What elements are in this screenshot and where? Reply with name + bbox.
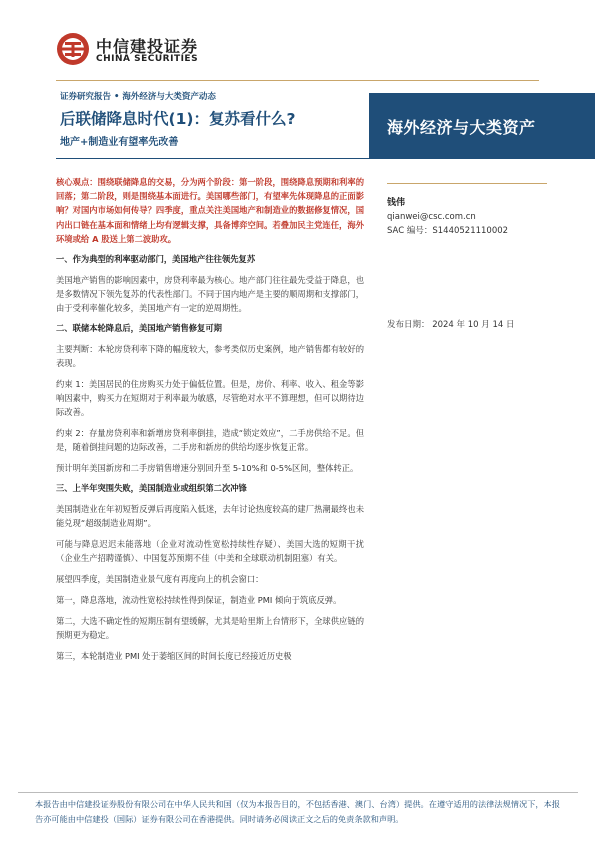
- brand-name-en: CHINA SECURITIES: [96, 54, 199, 64]
- breadcrumb: 证券研究报告 • 海外经济与大类资产动态: [60, 92, 216, 102]
- section-3-heading: 三、上半年突围失败，美国制造业或组织第二次冲锋: [56, 483, 247, 494]
- title-divider: [56, 158, 595, 159]
- paragraph: 第三，本轮制造业 PMI 处于萎缩区间的时间长度已经接近历史极: [56, 651, 292, 662]
- report-subtitle: 地产+制造业有望率先改善: [60, 137, 179, 148]
- paragraph: 主要判断：本轮房贷利率下降的幅度较大，参考类似历史案例，地产销售都有较好的表现。: [56, 344, 364, 369]
- category-banner-text: 海外经济与大类资产: [387, 118, 536, 137]
- paragraph: 可能与降息迟迟未能落地（企业对流动性宽松持续性存疑）、美国大选的短期干扰（企业生产招聘谨慎）、中国复苏预期不佳（中美和全球联动机制阻塞）有关。: [56, 539, 364, 564]
- header-divider: [56, 80, 539, 81]
- main-content: [56, 175, 364, 663]
- paragraph: 约束 1：美国居民的住房购买力处于偏低位置。但是，房价、利率、收入、租金等影响因素中，购买力在短期对于利率最为敏感，尽管绝对水平不算理想，但可以期待边际改善。: [56, 379, 364, 418]
- paragraph: 第二，大选不确定性的短期压制有望缓解，尤其是哈里斯上台情形下，全球供应链的预期更为稳定。: [56, 616, 364, 641]
- disclaimer: 本报告由中信建投证券股份有限公司在中华人民共和国（仅为本报告目的，不包括香港、澳门、台湾）提供。在遵守适用的法律法规情况下，本报告亦可能由中信建投（国际）证券有限公司在香港提供。同时请务必阅读正文之后的免责条款和声明。: [35, 799, 560, 824]
- publish-date: 发布日期： 2024 年 10 月 14 日: [387, 320, 515, 330]
- paragraph: 约束 2：存量房贷利率和新增房贷利率倒挂，造成“锁定效应”，二手房供给不足。但是，随着倒挂问题的边际改善，二手房和新房的供给均逐步恢复正常。: [56, 428, 364, 453]
- paragraph: 美国地产销售的影响因素中，房贷利率最为核心。地产部门往往最先受益于降息，也是多数情况下领先复苏的代表性部门。不同于国内地产是主要的顺周期和支撑部门，由于受利率催化较多，美国地产有一定的逆周期性。: [56, 275, 364, 314]
- author-email[interactable]: qianwei@csc.com.cn: [387, 212, 476, 222]
- author-name: 钱伟: [387, 198, 406, 208]
- category-banner: [369, 93, 595, 158]
- sidebar-divider: [387, 183, 547, 184]
- citic-logo-icon: [56, 32, 90, 66]
- brand-logo: [56, 30, 216, 70]
- section-1-heading: 一、作为典型的利率驱动部门，美国地产往往领先复苏: [56, 254, 256, 265]
- core-viewpoint: 核心观点：围绕联储降息的交易，分为两个阶段：第一阶段，围绕降息预期和利率的回落；第二阶段，则是围绕基本面进行。美国哪些部门，有望率先体现降息的正面影响？对国内市场如何传导？四季度，重点关注美国地产和制造业的数据修复情况，国内出口链在基本面和情绪上均有逻辑支撑，具备博弈空间。若叠加民主党连任，海外环境或给 A 股送上第二波助攻。: [56, 177, 364, 244]
- footer-divider: [18, 792, 578, 793]
- brand-name-cn: 中信建投证券: [96, 37, 199, 56]
- report-title: 后联储降息时代(1)：复苏看什么?: [60, 110, 296, 128]
- author-sidebar: [387, 183, 567, 238]
- author-sac-number: SAC 编号：S1440521110002: [387, 226, 509, 236]
- paragraph: 预计明年美国新房和二手房销售增速分别回升至 5-10%和 0-5%区间，整体转正。: [56, 463, 359, 474]
- section-2-heading: 二、联储本轮降息后，美国地产销售修复可期: [56, 323, 222, 334]
- paragraph: 展望四季度，美国制造业景气度有再度向上的机会窗口：: [56, 574, 264, 585]
- paragraph: 美国制造业在年初短暂反弹后再度陷入低迷，去年讨论热度较高的建厂热潮最终也未能兑现“超级制造业周期”。: [56, 504, 364, 529]
- paragraph: 第一，降息落地，流动性宽松持续性得到保证，制造业 PMI 倾向于筑底反弹。: [56, 595, 342, 606]
